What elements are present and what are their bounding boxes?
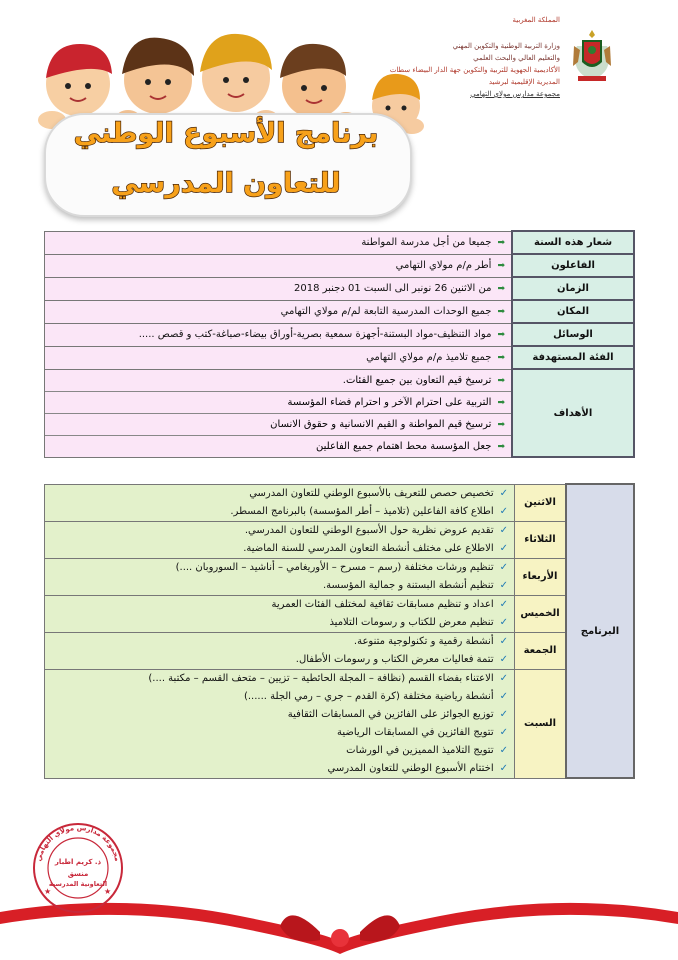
activity-item — [45, 724, 514, 742]
day-thursday: الخميس — [515, 595, 567, 632]
activity-text: اختتام الأسبوع الوطني للتعاون المدرسي — [327, 762, 494, 774]
arrow-icon: ➡ — [497, 441, 505, 452]
check-arrow-icon: ✓ — [499, 542, 508, 554]
day-tuesday: الثلاثاء — [515, 521, 567, 558]
day-friday: الجمعة — [515, 632, 567, 669]
goal-item — [45, 370, 511, 392]
check-arrow-icon: ✓ — [499, 708, 508, 720]
activity-text: تنظيم ورشات مختلفة (رسم – مسرح – الأوريغامي – أناشيد – السوروبان ....) — [175, 561, 494, 573]
info-label: المكان — [512, 300, 634, 323]
activity-item — [45, 596, 514, 614]
info-value-text: مواد التنظيف-مواد البستنة-أجهزة سمعية بصرية-أوراق بيضاء-صباغة-كتب و قصص ..... — [138, 329, 492, 340]
info-row — [45, 346, 635, 369]
activity-item — [45, 760, 514, 778]
banner-title-line1: برنامج الأسبوع الوطني — [73, 118, 379, 149]
ministry-line-2: والتعليم العالي والبحث العلمي — [473, 54, 560, 62]
info-label: الوسائل — [512, 323, 634, 346]
seal-star-icon: ★ — [104, 887, 112, 896]
activity-item — [45, 670, 514, 688]
activity-item — [45, 651, 514, 669]
activities-tuesday — [45, 521, 515, 558]
info-value — [45, 346, 513, 369]
program-table — [44, 483, 635, 779]
program-row-tuesday — [45, 521, 635, 558]
activity-text: تتمة فعاليات معرض الكتاب و رسومات الأطفال. — [295, 653, 494, 665]
activity-item — [45, 614, 514, 632]
goal-item — [45, 414, 511, 436]
goals-cell — [45, 369, 513, 457]
check-arrow-icon: ✓ — [499, 487, 508, 499]
info-label: شعار هذه السنة — [512, 231, 634, 254]
activity-text: الاعتناء بفضاء القسم (نظافة – المجلة الحائطية – تزيين – متحف القسم – مكتبة ....) — [148, 672, 494, 684]
svg-text:مجموعة مدارس مولاي التهامي — [35, 824, 122, 862]
seal-role-2: التعاونية المدرسية — [48, 880, 108, 888]
activity-text: اطلاع كافة الفاعلين (تلاميذ – أطر المؤسسة) بالبرنامج المسطر. — [230, 505, 494, 517]
seal-ring-text: مجموعة مدارس مولاي التهامي — [34, 823, 122, 863]
activity-text: توزيع الجوائز على الفائزين في المسابقات الثقافية — [287, 708, 494, 720]
info-value-text: جميع تلاميذ م/م مولاي التهامي — [366, 352, 492, 363]
academy-line: الأكاديمية الجهوية للتربية والتكوين جهة الدار البيضاء سطات — [389, 66, 560, 74]
day-wednesday: الأربعاء — [515, 558, 567, 595]
day-saturday: السبت — [515, 669, 567, 778]
arrow-icon: ➡ — [497, 353, 505, 363]
info-value — [45, 254, 513, 277]
info-label: الفاعلون — [512, 254, 634, 277]
info-label: الزمان — [512, 277, 634, 300]
info-value — [45, 323, 513, 346]
arrow-icon: ➡ — [497, 284, 505, 294]
activities-friday — [45, 632, 515, 669]
check-arrow-icon: ✓ — [499, 505, 508, 517]
activity-text: اعداد و تنظيم مسابقات ثقافية لمختلف الفئات العمرية — [271, 598, 494, 610]
check-arrow-icon: ✓ — [499, 672, 508, 684]
activity-item — [45, 485, 514, 503]
activity-item — [45, 706, 514, 724]
check-arrow-icon: ✓ — [499, 653, 508, 665]
activity-text: الاطلاع على مختلف أنشطة التعاون المدرسي للسنة الماضية. — [243, 542, 494, 554]
arrow-icon: ➡ — [497, 375, 505, 386]
school-seal — [30, 820, 126, 916]
check-arrow-icon: ✓ — [499, 561, 508, 573]
activity-text: تتويج الفائزين في المسابقات الرياضية — [337, 726, 494, 738]
check-arrow-icon: ✓ — [499, 579, 508, 591]
goal-item — [45, 436, 511, 457]
check-arrow-icon: ✓ — [499, 726, 508, 738]
info-value — [45, 277, 513, 300]
arrow-icon: ➡ — [497, 261, 505, 271]
activity-item — [45, 522, 514, 540]
arrow-icon: ➡ — [497, 307, 505, 317]
info-value-text: من الاثنين 26 نونبر الى السبت 01 دجنبر 2018 — [294, 283, 492, 294]
info-value-text: جميعا من أجل مدرسة المواطنة — [361, 237, 492, 248]
check-arrow-icon: ✓ — [499, 690, 508, 702]
program-row-thursday — [45, 595, 635, 632]
directorate-line: المديرية الإقليمية لبرشيد — [488, 78, 560, 86]
activity-item — [45, 577, 514, 595]
info-row — [45, 254, 635, 277]
kingdom-line: المملكة المغربية — [512, 16, 560, 24]
seal-role-1: منسق — [67, 870, 89, 878]
check-arrow-icon: ✓ — [499, 616, 508, 628]
info-value-text: جميع الوحدات المدرسية التابعة لم/م مولاي التهامي — [280, 306, 492, 317]
moroccan-emblem-icon — [568, 26, 616, 90]
activity-item — [45, 503, 514, 521]
activity-text: تتويج التلاميذ المميزين في الورشات — [346, 744, 494, 756]
goals-label: الأهداف — [512, 369, 634, 457]
info-row — [45, 300, 635, 323]
day-monday: الاثنين — [515, 484, 567, 521]
activities-thursday — [45, 595, 515, 632]
activity-item — [45, 742, 514, 760]
goal-text: التربية على احترام الآخر و احترام فضاء المؤسسة — [287, 396, 492, 408]
goals-row — [45, 369, 635, 457]
activities-saturday — [45, 669, 515, 778]
check-arrow-icon: ✓ — [499, 598, 508, 610]
arrow-icon: ➡ — [497, 238, 505, 248]
program-row-friday — [45, 632, 635, 669]
activities-monday — [45, 484, 515, 521]
arrow-icon: ➡ — [497, 397, 505, 408]
activity-item — [45, 559, 514, 577]
info-row — [45, 231, 635, 254]
program-row-saturday — [45, 669, 635, 778]
activity-text: تنظيم معرض للكتاب و رسومات التلاميذ — [329, 616, 494, 628]
info-table — [44, 230, 635, 458]
info-row — [45, 277, 635, 300]
info-label: الفئة المستهدفة — [512, 346, 634, 369]
ministry-line-1: وزارة التربية الوطنية والتكوين المهني — [452, 42, 560, 50]
activities-wednesday — [45, 558, 515, 595]
activity-item — [45, 633, 514, 651]
check-arrow-icon: ✓ — [499, 744, 508, 756]
seal-star-icon: ★ — [44, 887, 52, 896]
goal-text: جعل المؤسسة محط اهتمام جميع الفاعلين — [316, 440, 492, 452]
goal-text: ترسيخ قيم المواطنة و القيم الانسانية و حقوق الانسان — [270, 418, 492, 430]
info-value-text: أطر م/م مولاي التهامي — [395, 260, 492, 271]
program-row-monday — [45, 484, 635, 521]
activity-text: تخصيص حصص للتعريف بالأسبوع الوطني للتعاون المدرسي — [249, 487, 494, 499]
check-arrow-icon: ✓ — [499, 762, 508, 774]
activity-text: أنشطة رياضية مختلفة (كرة القدم – جري – رمي الجلة ......) — [243, 690, 494, 702]
activity-item — [45, 688, 514, 706]
goal-item — [45, 392, 511, 414]
seal-name: ذ. كريم اطبار — [54, 858, 102, 866]
activity-text: تنظيم أنشطة البستنة و جمالية المؤسسة. — [322, 579, 494, 591]
program-label: البرنامج — [566, 484, 634, 778]
arrow-icon: ➡ — [497, 419, 505, 430]
check-arrow-icon: ✓ — [499, 524, 508, 536]
goal-text: ترسيخ قيم التعاون بين جميع الفئات. — [342, 374, 492, 386]
info-row — [45, 323, 635, 346]
info-value — [45, 300, 513, 323]
activity-text: تقديم عروض نظرية حول الأسبوع الوطني للتعاون المدرسي. — [244, 524, 494, 536]
check-arrow-icon: ✓ — [499, 635, 508, 647]
school-line: مجموعة مدارس مولاي التهامي — [470, 90, 560, 98]
info-value — [45, 231, 513, 254]
banner-title-line2: للتعاون المدرسي — [111, 168, 341, 199]
activity-text: أنشطة رقمية و تكنولوجية متنوعة. — [353, 635, 494, 647]
arrow-icon: ➡ — [497, 330, 505, 340]
activity-item — [45, 540, 514, 558]
program-row-wednesday — [45, 558, 635, 595]
